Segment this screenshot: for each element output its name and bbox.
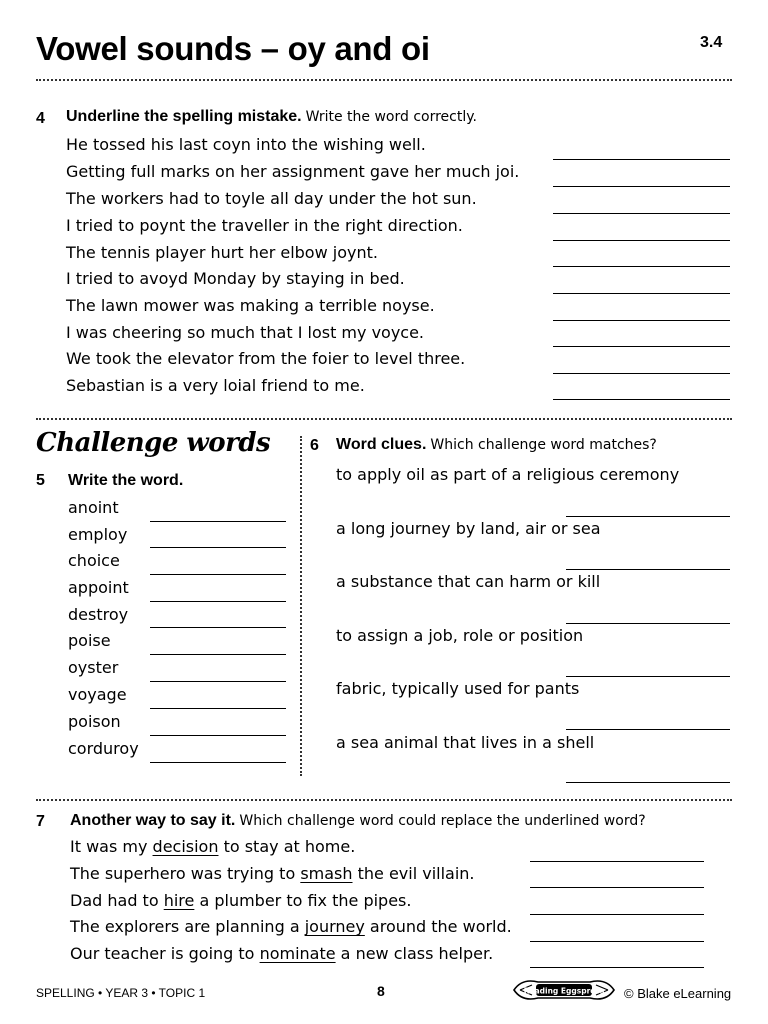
answer-line[interactable] [553,240,730,241]
question-instruction: Write the word correctly. [305,109,477,125]
challenge-word: employ [68,525,128,544]
question-number: 7 [36,813,45,830]
answer-line[interactable] [150,601,286,602]
answer-line[interactable] [553,159,730,160]
question-instruction: Which challenge word matches? [430,437,657,453]
question-title: Underline the spelling mistake. [66,108,302,125]
answer-line[interactable] [553,373,730,374]
section-divider [36,799,732,801]
sentence-end: the evil villain. [352,864,475,883]
question-number: 5 [36,472,45,489]
question-title: Write the word. [68,472,184,489]
sentence: We took the elevator from the foier to level three. [66,349,466,368]
sentence-start: The superhero was trying to [70,864,301,883]
answer-line[interactable] [530,887,704,888]
answer-line[interactable] [566,729,730,730]
sentence: The tennis player hurt her elbow joynt. [66,243,378,262]
sentence: Getting full marks on her assignment gave her much joi. [66,162,520,181]
question-title: Word clues. [336,436,427,453]
sentence: Sebastian is a very loial friend to me. [66,376,365,395]
answer-line[interactable] [553,293,730,294]
answer-line[interactable] [150,708,286,709]
sentence-end: a new class helper. [335,944,494,963]
sentence-start: Our teacher is going to [70,944,260,963]
answer-line[interactable] [530,914,704,915]
word-clue: fabric, typically used for pants [336,679,580,698]
challenge-word: poise [68,631,111,650]
sentence-start: The explorers are planning a [70,917,305,936]
question-heading [336,436,657,454]
word-clue: to apply oil as part of a religious ceremony [336,465,680,484]
challenge-word: voyage [68,685,127,704]
answer-line[interactable] [150,654,286,655]
sentence: He tossed his last coyn into the wishing well. [66,135,426,154]
page-title: Vowel sounds – oy and oi [36,30,430,67]
underlined-word: hire [163,891,195,910]
section-divider [36,418,732,420]
footer-copyright: © Blake eLearning [624,986,732,1001]
page-code: 3.4 [700,34,723,51]
sentence-end: around the world. [364,917,512,936]
word-clue: a sea animal that lives in a shell [336,733,595,752]
challenge-word: corduroy [68,739,139,758]
challenge-word: destroy [68,605,129,624]
answer-line[interactable] [150,735,286,736]
footer-page-number: 8 [377,983,385,999]
sentence: The lawn mower was making a terrible noyse. [66,296,435,315]
challenge-word: anoint [68,498,119,517]
sentence: The workers had to toyle all day under the hot sun. [66,189,477,208]
answer-line[interactable] [150,521,286,522]
question-heading [66,108,477,126]
answer-line[interactable] [566,623,730,624]
challenge-heading: Challenge words [36,428,271,458]
answer-line[interactable] [553,399,730,400]
underlined-word: decision [152,837,219,856]
sentence-end: to stay at home. [218,837,356,856]
sentence-start: Dad had to [70,891,164,910]
question-number: 4 [36,110,45,127]
answer-line[interactable] [566,676,730,677]
word-clue: to assign a job, role or position [336,626,584,645]
answer-line[interactable] [530,861,704,862]
section-divider [36,79,732,81]
underlined-word: nominate [259,944,336,963]
challenge-word: appoint [68,578,129,597]
answer-line[interactable] [530,941,704,942]
answer-line[interactable] [553,266,730,267]
answer-line[interactable] [566,569,730,570]
logo-text: Reading Eggspress [523,986,605,996]
sentence: I tried to avoyd Monday by staying in bed. [66,269,405,288]
answer-line[interactable] [150,681,286,682]
answer-line[interactable] [150,547,286,548]
answer-line[interactable] [553,320,730,321]
answer-line[interactable] [553,346,730,347]
underlined-word: smash [300,864,353,883]
sentence [70,839,355,855]
underlined-word: journey [304,917,365,936]
sentence: I was cheering so much that I lost my voyce. [66,323,425,342]
answer-line[interactable] [150,627,286,628]
answer-line[interactable] [530,967,704,968]
challenge-word: oyster [68,658,119,677]
word-clue: a long journey by land, air or sea [336,519,601,538]
sentence-start: It was my [70,837,153,856]
question-heading [70,812,646,830]
sentence-end: a plumber to fix the pipes. [194,891,412,910]
answer-line[interactable] [150,762,286,763]
answer-line[interactable] [553,213,730,214]
challenge-word: choice [68,551,120,570]
sentence [70,866,475,882]
answer-line[interactable] [553,186,730,187]
sentence [70,893,411,909]
footer-course: SPELLING • YEAR 3 • TOPIC 1 [36,986,206,1000]
sentence [70,946,493,962]
column-divider [300,436,302,776]
challenge-word: poison [68,712,121,731]
question-number: 6 [310,437,319,454]
answer-line[interactable] [150,574,286,575]
reading-eggspress-logo [512,976,616,1004]
question-instruction: Which challenge word could replace the underlined word? [239,813,646,829]
question-title: Another way to say it. [70,812,236,829]
sentence [70,919,512,935]
sentence: I tried to poynt the traveller in the right direction. [66,216,463,235]
answer-line[interactable] [566,782,730,783]
word-clue: a substance that can harm or kill [336,572,601,591]
answer-line[interactable] [566,516,730,517]
